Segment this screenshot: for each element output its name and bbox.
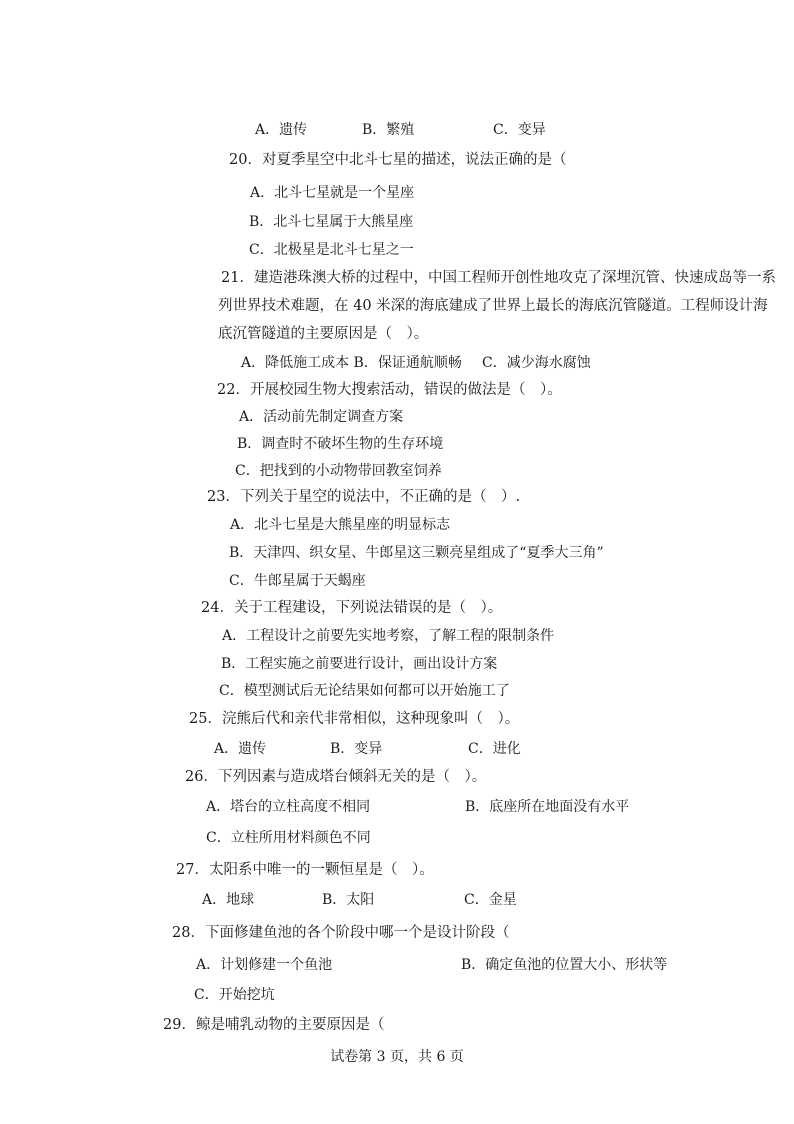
- q24-option-c: C．模型测试后无论结果如何都可以开始施工了: [219, 683, 510, 699]
- q19-option-b: B．繁殖: [362, 122, 415, 138]
- q25-option-a: A．遗传: [214, 741, 267, 757]
- q28-stem: 28．下面修建鱼池的各个阶段中哪一个是设计阶段（: [172, 925, 510, 941]
- q20-option-c: C．北极星是北斗七星之一: [249, 242, 414, 258]
- q21-stem-line1: 21．建造港珠澳大桥的过程中，中国工程师开创性地攻克了深埋沉管、快速成岛等一系: [221, 270, 776, 286]
- q20-option-b: B．北斗七星属于大熊星座: [249, 214, 414, 230]
- q29-stem: 29．鲸是哺乳动物的主要原因是（: [163, 1017, 385, 1033]
- q23-option-c: C．牛郎星属于天蝎座: [229, 573, 366, 589]
- q19-option-a: A．遗传: [255, 122, 308, 138]
- q26-option-b: B．底座所在地面没有水平: [465, 799, 630, 815]
- q19-option-c: C．变异: [493, 122, 546, 138]
- q21-stem-line2: 列世界技术难题，在 40 米深的海底建成了世界上最长的海底沉管隧道。工程师设计海: [218, 298, 768, 314]
- q26-option-a: A．塔台的立柱高度不相同: [206, 799, 371, 815]
- q24-option-a: A．工程设计之前要先实地考察，了解工程的限制条件: [222, 628, 555, 644]
- q22-option-c: C．把找到的小动物带回教室饲养: [235, 463, 442, 479]
- q22-option-a: A．活动前先制定调查方案: [239, 409, 404, 425]
- q25-option-c: C．进化: [468, 741, 521, 757]
- q27-option-b: B．太阳: [322, 892, 375, 908]
- q24-option-b: B．工程实施之前要进行设计，画出设计方案: [221, 656, 498, 672]
- q24-stem: 24．关于工程建设，下列说法错误的是（ ）。: [201, 600, 503, 616]
- q27-option-c: C．金星: [464, 892, 517, 908]
- q20-stem: 20．对夏季星空中北斗七星的描述，说法正确的是（: [229, 152, 567, 168]
- q22-option-b: B．调查时不破坏生物的生存环境: [237, 436, 444, 452]
- q27-option-a: A．地球: [202, 892, 255, 908]
- q25-stem: 25．浣熊后代和亲代非常相似，这种现象叫（ ）。: [189, 711, 520, 727]
- q23-stem: 23．下列关于星空的说法中，不正确的是（ ）.: [207, 489, 521, 505]
- q20-option-a: A．北斗七星就是一个星座: [250, 185, 415, 201]
- q28-option-b: B．确定鱼池的位置大小、形状等: [461, 957, 668, 973]
- q28-option-c: C．开始挖坑: [194, 987, 275, 1003]
- q22-stem: 22．开展校园生物大搜索活动，错误的做法是（ ）。: [217, 382, 562, 398]
- q26-stem: 26．下列因素与造成塔台倾斜无关的是（ ）。: [185, 769, 487, 785]
- q28-option-a: A．计划修建一个鱼池: [196, 957, 333, 973]
- q21-stem-line3: 底沉管隧道的主要原因是（ ）。: [218, 326, 429, 342]
- q25-option-b: B．变异: [330, 741, 383, 757]
- q27-stem: 27．太阳系中唯一的一颗恒星是（ ）。: [176, 862, 434, 878]
- q21-option-ab: A．降低施工成本 B．保证通航顺畅: [241, 355, 462, 371]
- q26-option-c: C．立柱所用材料颜色不同: [206, 830, 371, 846]
- page-footer: 试卷第 3 页，共 6 页: [330, 1049, 464, 1065]
- q23-option-a: A．北斗七星是大熊星座的明显标志: [230, 517, 451, 533]
- q21-option-c: C．减少海水腐蚀: [482, 355, 591, 371]
- q23-option-b: B．天津四、织女星、牛郎星这三颗亮星组成了“夏季大三角”: [229, 545, 604, 561]
